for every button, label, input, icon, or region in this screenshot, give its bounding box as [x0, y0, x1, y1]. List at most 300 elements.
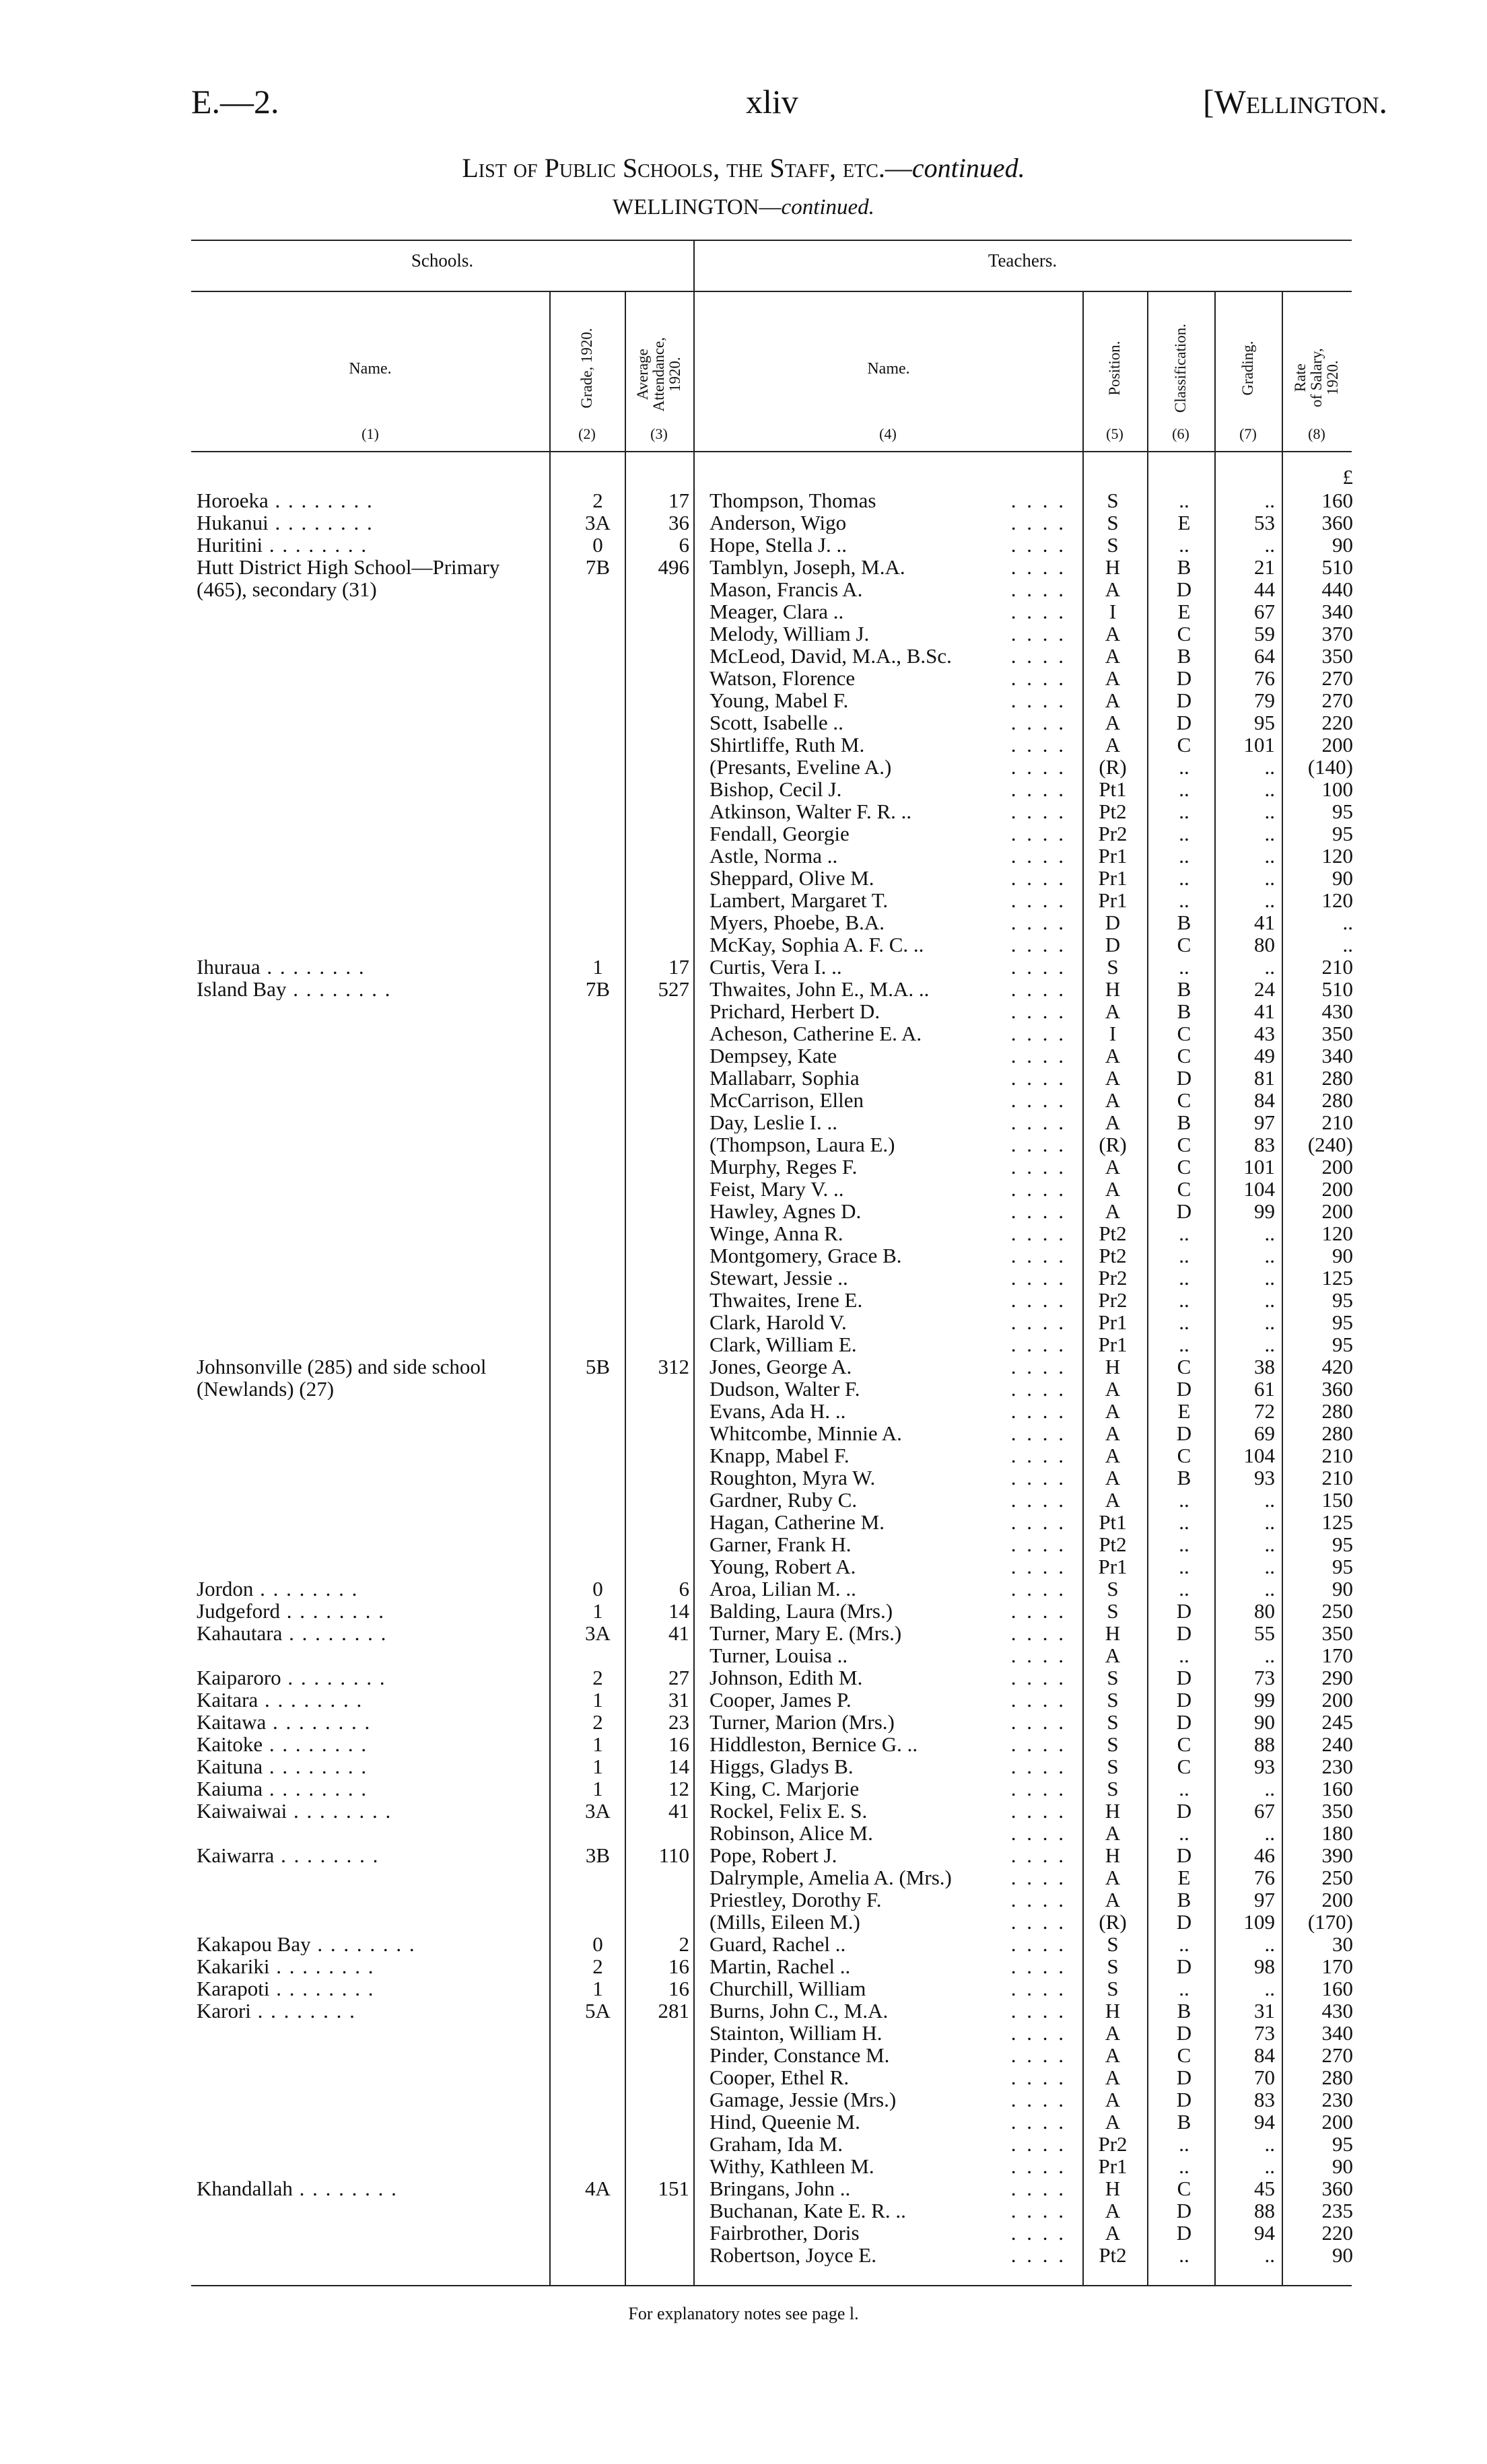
teacher-name-cell: McKay, Sophia A. F. C. ..	[710, 934, 924, 956]
leader-dots: . . . .	[1010, 1866, 1066, 1889]
colnum-5: (5)	[1106, 425, 1123, 442]
teacher-name-cell: Stewart, Jessie ..	[710, 1267, 848, 1289]
classification-cell: ..	[1179, 1288, 1189, 1312]
position-cell: A	[1105, 1088, 1121, 1112]
grading-cell: 90	[1254, 1710, 1275, 1734]
teacher-name-cell: Withy, Kathleen M.	[710, 2155, 874, 2177]
position-cell: Pr1	[1098, 866, 1128, 890]
classification-cell: D	[1176, 1199, 1192, 1223]
grade-cell: 2	[592, 1710, 603, 1734]
classification-cell: C	[1177, 1355, 1191, 1378]
position-cell: A	[1105, 2021, 1121, 2045]
grade-cell: 3A	[585, 511, 611, 534]
attendance-cell: 41	[668, 1799, 689, 1823]
salary-cell: 200	[1321, 2110, 1353, 2134]
grade-cell: 3A	[585, 1621, 611, 1645]
teacher-name-cell: Turner, Marion (Mrs.)	[710, 1711, 895, 1733]
salary-cell: 390	[1321, 1843, 1353, 1867]
salary-cell: 430	[1321, 1999, 1353, 2022]
classification-cell: B	[1177, 1999, 1191, 2022]
attendance-cell: 527	[658, 977, 689, 1001]
grading-cell: 73	[1254, 1666, 1275, 1689]
school-name-cell: Huritini . .	[197, 534, 547, 556]
position-cell: Pr2	[1098, 1266, 1128, 1290]
colnum-8: (8)	[1308, 425, 1325, 442]
teacher-name-cell: Hawley, Agnes D.	[710, 1200, 862, 1222]
teacher-name-cell: Dempsey, Kate	[710, 1045, 837, 1067]
teacher-name-cell: (Mills, Eileen M.)	[710, 1911, 860, 1933]
table-row	[0, 623, 1487, 645]
leader-dots: . . . .	[1010, 711, 1066, 734]
leader-dots: . . . .	[1010, 2199, 1066, 2222]
grading-cell: 88	[1254, 1732, 1275, 1756]
position-cell: A	[1105, 1177, 1121, 1201]
grading-cell: ..	[1264, 955, 1275, 979]
school-name-cell: Island Bay . .	[197, 978, 547, 1000]
classification-cell: D	[1176, 1799, 1192, 1823]
leader-dots: . . . .	[1010, 1088, 1066, 1112]
classification-cell: ..	[1179, 800, 1189, 823]
leader-dots: . . . .	[1010, 1888, 1066, 1911]
leader-dots: . . . .	[1010, 1910, 1066, 1934]
attendance-cell: 14	[668, 1599, 689, 1623]
position-cell: S	[1107, 1732, 1119, 1756]
position-cell: S	[1107, 1666, 1119, 1689]
classification-cell: D	[1176, 1910, 1192, 1934]
attendance-cell: 16	[668, 1732, 689, 1756]
leader-dots: . . . .	[1010, 1755, 1066, 1778]
leader-dots: . . . .	[1010, 1666, 1066, 1689]
leader-dots: . . . .	[1010, 1177, 1066, 1201]
grading-cell: ..	[1264, 1644, 1275, 1667]
salary-cell: 350	[1321, 1022, 1353, 1045]
table-row	[0, 1089, 1487, 1111]
grading-cell: ..	[1264, 1333, 1275, 1356]
table-row	[0, 2044, 1487, 2066]
leader-dots: . . . .	[1010, 1288, 1066, 1312]
teacher-name-cell: Roughton, Myra W.	[710, 1467, 876, 1489]
leader-dots: . . . .	[1010, 822, 1066, 845]
position-cell: (R)	[1099, 1910, 1127, 1934]
grading-cell: 93	[1254, 1466, 1275, 1489]
table-row	[0, 978, 1487, 1000]
page-subtitle	[0, 195, 1487, 220]
table-row	[0, 2111, 1487, 2133]
grading-cell: 59	[1254, 622, 1275, 645]
table-row	[0, 1045, 1487, 1067]
grading-cell: ..	[1264, 1533, 1275, 1556]
position-cell: A	[1105, 1466, 1121, 1489]
table-row	[0, 1067, 1487, 1089]
table-row	[0, 1311, 1487, 1333]
leader-dots: . . . .	[1010, 1999, 1066, 2022]
grade-cell: 5A	[585, 1999, 611, 2022]
leader-dots: . . . .	[1010, 1310, 1066, 1334]
classification-cell: C	[1177, 733, 1191, 756]
leader-dots: . . . .	[1010, 1732, 1066, 1756]
leader-dots: . . . .	[1010, 1599, 1066, 1623]
schools-group-heading: Schools.	[411, 250, 474, 271]
grading-cell: 93	[1254, 1755, 1275, 1778]
grading-cell: ..	[1264, 800, 1275, 823]
salary-cell: 125	[1321, 1510, 1353, 1534]
classification-cell: B	[1177, 1888, 1191, 1911]
grade-cell: 1	[592, 1777, 603, 1800]
teacher-name-cell: Stainton, William H.	[710, 2022, 883, 2044]
position-cell: S	[1107, 489, 1119, 512]
classification-cell: D	[1176, 2066, 1192, 2089]
table-row	[0, 1444, 1487, 1467]
classification-cell: B	[1177, 2110, 1191, 2134]
leader-dots: . . . .	[1010, 1333, 1066, 1356]
grading-cell: ..	[1264, 1288, 1275, 1312]
teacher-name-cell: Watson, Florence	[710, 667, 856, 689]
school-name-cell: (465), secondary (31)	[197, 578, 377, 600]
table-row	[0, 556, 1487, 578]
teacher-name-cell: Pope, Robert J.	[710, 1844, 837, 1866]
title-main: List of Public Schools, the Staff, etc.—	[462, 153, 912, 183]
attendance-cell: 14	[668, 1755, 689, 1778]
leader-dots: . . . .	[1010, 1621, 1066, 1645]
grading-heading: Grading.	[1239, 341, 1256, 396]
teacher-name-cell: Atkinson, Walter F. R. ..	[710, 800, 912, 822]
table-row	[0, 512, 1487, 534]
classification-cell: B	[1177, 644, 1191, 668]
leader-dots: . . . .	[1010, 1066, 1066, 1090]
position-cell: A	[1105, 1444, 1121, 1467]
leader-dots: . . . .	[1010, 911, 1066, 934]
classification-cell: D	[1176, 2088, 1192, 2111]
leader-dots: . . . .	[1010, 2177, 1066, 2200]
classification-cell: ..	[1179, 1821, 1189, 1845]
attendance-cell: 6	[679, 533, 689, 557]
salary-cell: 95	[1332, 1555, 1353, 1578]
table-row	[0, 2000, 1487, 2022]
salary-cell: 200	[1321, 1177, 1353, 1201]
grade-heading: Grade, 1920.	[578, 328, 595, 409]
position-cell: A	[1105, 2043, 1121, 2067]
salary-cell: 280	[1321, 2066, 1353, 2089]
position-cell: Pr1	[1098, 2154, 1128, 2178]
grading-cell: ..	[1264, 822, 1275, 845]
leader-dots: . . . .	[1010, 600, 1066, 623]
grading-cell: 43	[1254, 1022, 1275, 1045]
grading-cell: 109	[1243, 1910, 1275, 1934]
salary-cell: 245	[1321, 1710, 1353, 1734]
table-row	[0, 1733, 1487, 1755]
position-cell: A	[1105, 1888, 1121, 1911]
grade-cell: 7B	[585, 977, 611, 1001]
school-name-cell: Ihuraua . .	[197, 956, 547, 978]
table-row	[0, 2222, 1487, 2244]
position-cell: Pr1	[1098, 1333, 1128, 1356]
leader-dots: . . . .	[1010, 533, 1066, 557]
teacher-name-cell: Thwaites, John E., M.A. ..	[710, 978, 930, 1000]
grade-cell: 1	[592, 1755, 603, 1778]
leader-dots: . . . .	[1010, 1222, 1066, 1245]
school-name-cell: Kaiwarra . .	[197, 1844, 547, 1866]
teacher-name-cell: Dalrymple, Amelia A. (Mrs.)	[710, 1866, 952, 1889]
grading-cell: ..	[1264, 1577, 1275, 1600]
attendance-cell: 16	[668, 1955, 689, 1978]
colnum-6: (6)	[1172, 425, 1189, 442]
classification-cell: ..	[1179, 1244, 1189, 1267]
salary-cell: 350	[1321, 1621, 1353, 1645]
attendance-cell: 23	[668, 1710, 689, 1734]
table-row	[0, 1200, 1487, 1222]
position-cell: A	[1105, 622, 1121, 645]
classification-cell: ..	[1179, 777, 1189, 801]
school-name-cell: Karori . .	[197, 2000, 547, 2022]
table-row	[0, 1356, 1487, 1378]
grade-cell: 0	[592, 1577, 603, 1600]
table-row	[0, 1489, 1487, 1511]
classification-cell: C	[1177, 1044, 1191, 1067]
teacher-name-cell: Thompson, Thomas	[710, 489, 876, 512]
leader-dots: . . . .	[1010, 2088, 1066, 2111]
table-row	[0, 1133, 1487, 1156]
leader-dots: . . . .	[1010, 1777, 1066, 1800]
attendance-heading: Average Attendance, 1920.	[633, 337, 684, 412]
attendance-cell: 151	[658, 2177, 689, 2200]
leader-dots: . . . .	[1010, 1977, 1066, 2000]
school-name-cell: Kaitara . .	[197, 1689, 547, 1711]
teacher-name-cell: Evans, Ada H. ..	[710, 1400, 846, 1422]
table-row	[0, 534, 1487, 556]
classification-cell: ..	[1179, 1977, 1189, 2000]
title-continued: continued.	[911, 153, 1025, 183]
table-row	[0, 1844, 1487, 1866]
salary-cell: 220	[1321, 711, 1353, 734]
attendance-cell: 110	[658, 1843, 689, 1867]
leader-dots: . . . .	[1010, 1399, 1066, 1423]
leader-dots: . . . .	[1010, 800, 1066, 823]
grading-cell: ..	[1264, 1310, 1275, 1334]
grade-cell: 1	[592, 1599, 603, 1623]
leader-dots: . . . .	[1010, 2243, 1066, 2267]
classification-cell: ..	[1179, 533, 1189, 557]
classification-cell: ..	[1179, 2154, 1189, 2178]
salary-cell: 340	[1321, 2021, 1353, 2045]
teacher-name-cell: Robertson, Joyce E.	[710, 2244, 876, 2266]
salary-cell: 220	[1321, 2221, 1353, 2245]
position-cell: I	[1109, 600, 1117, 623]
grading-cell: 99	[1254, 1199, 1275, 1223]
classification-cell: D	[1176, 1377, 1192, 1401]
grading-cell: ..	[1264, 489, 1275, 512]
classification-cell: E	[1177, 1399, 1191, 1423]
table-row	[0, 1622, 1487, 1644]
salary-cell: 280	[1321, 1088, 1353, 1112]
position-cell: A	[1105, 2110, 1121, 2134]
table-row	[0, 1000, 1487, 1022]
grade-cell: 5B	[585, 1355, 611, 1378]
teacher-name-cell: Feist, Mary V. ..	[710, 1178, 844, 1200]
teacher-name-cell: Burns, John C., M.A.	[710, 2000, 889, 2022]
teacher-name-cell: Melody, William J.	[710, 623, 870, 645]
classification-cell: ..	[1179, 1488, 1189, 1512]
grading-cell: 67	[1254, 600, 1275, 623]
table-row	[0, 645, 1487, 667]
leader-dots: . . . .	[1010, 1955, 1066, 1978]
salary-cell: 280	[1321, 1066, 1353, 1090]
grade-cell: 2	[592, 1955, 603, 1978]
colnum-1: (1)	[361, 425, 379, 442]
position-cell: S	[1107, 1977, 1119, 2000]
salary-cell: 430	[1321, 999, 1353, 1023]
position-cell: A	[1105, 2066, 1121, 2089]
leader-dots: . . . .	[1010, 777, 1066, 801]
salary-cell: ..	[1342, 933, 1353, 956]
subtitle-continued: continued.	[781, 195, 874, 219]
table-row	[0, 2088, 1487, 2111]
leader-dots: . . . .	[1010, 1688, 1066, 1712]
salary-cell: 510	[1321, 555, 1353, 579]
salary-cell: 230	[1321, 2088, 1353, 2111]
teacher-name-cell: Montgomery, Grace B.	[710, 1244, 902, 1267]
classification-cell: C	[1177, 1133, 1191, 1156]
leader-dots: . . . .	[1010, 1466, 1066, 1489]
grading-cell: 55	[1254, 1621, 1275, 1645]
table-row	[0, 2244, 1487, 2266]
leader-dots: . . . .	[1010, 1843, 1066, 1867]
classification-cell: ..	[1179, 1533, 1189, 1556]
page-title	[0, 152, 1487, 184]
leader-dots: . . . .	[1010, 1533, 1066, 1556]
classification-cell: C	[1177, 1755, 1191, 1778]
grading-cell: 72	[1254, 1399, 1275, 1423]
classification-cell: ..	[1179, 1577, 1189, 1600]
classification-cell: ..	[1179, 1777, 1189, 1800]
position-cell: A	[1105, 666, 1121, 690]
table-row	[0, 800, 1487, 822]
classification-cell: D	[1176, 711, 1192, 734]
school-name-heading: Name.	[349, 360, 392, 378]
teacher-name-cell: Knapp, Mabel F.	[710, 1444, 850, 1467]
grading-cell: 83	[1254, 1133, 1275, 1156]
leader-dots: . . . .	[1010, 2021, 1066, 2045]
classification-heading: Classification.	[1171, 323, 1189, 413]
teacher-name-cell: Mallabarr, Sophia	[710, 1067, 860, 1089]
attendance-cell: 36	[668, 511, 689, 534]
leader-dots: . . . .	[1010, 955, 1066, 979]
salary-cell: 280	[1321, 1421, 1353, 1445]
table-row	[0, 822, 1487, 845]
grading-cell: 69	[1254, 1421, 1275, 1445]
school-name-cell: Kakapou Bay . .	[197, 1933, 547, 1955]
attendance-cell: 12	[668, 1777, 689, 1800]
grading-cell: 88	[1254, 2199, 1275, 2222]
grading-cell: 76	[1254, 1866, 1275, 1889]
grading-cell: ..	[1264, 1222, 1275, 1245]
classification-cell: D	[1176, 2021, 1192, 2045]
salary-cell: 340	[1321, 600, 1353, 623]
position-cell: A	[1105, 2199, 1121, 2222]
leader-dots: . . . .	[1010, 1421, 1066, 1445]
colnum-2: (2)	[578, 425, 596, 442]
classification-cell: ..	[1179, 1932, 1189, 1956]
salary-cell: 340	[1321, 1044, 1353, 1067]
table-row	[0, 689, 1487, 711]
attendance-cell: 6	[679, 1577, 689, 1600]
teacher-name-cell: Martin, Rachel ..	[710, 1955, 851, 1977]
table-row	[0, 756, 1487, 778]
grading-cell: 49	[1254, 1044, 1275, 1067]
school-name-cell: Khandallah . .	[197, 2177, 547, 2199]
table-row	[0, 1644, 1487, 1666]
position-cell: A	[1105, 2221, 1121, 2245]
leader-dots: . . . .	[1010, 755, 1066, 779]
position-cell: Pt1	[1099, 1510, 1127, 1534]
classification-cell: ..	[1179, 2132, 1189, 2156]
grade-cell: 7B	[585, 555, 611, 579]
table-row	[0, 1400, 1487, 1422]
teacher-name-cell: McLeod, David, M.A., B.Sc.	[710, 645, 952, 667]
grading-cell: 80	[1254, 933, 1275, 956]
teacher-name-cell: Day, Leslie I. ..	[710, 1111, 837, 1133]
attendance-cell: 17	[668, 489, 689, 512]
salary-cell: 120	[1321, 844, 1353, 868]
grading-cell: 41	[1254, 999, 1275, 1023]
table-row	[0, 889, 1487, 911]
position-cell: H	[1105, 1843, 1121, 1867]
teacher-name-cell: Young, Mabel F.	[710, 689, 849, 711]
classification-cell: D	[1176, 689, 1192, 712]
grading-cell: ..	[1264, 1244, 1275, 1267]
salary-cell: 95	[1332, 800, 1353, 823]
salary-cell: 90	[1332, 533, 1353, 557]
currency-row	[0, 466, 1487, 489]
salary-cell: 250	[1321, 1866, 1353, 1889]
grade-cell: 0	[592, 533, 603, 557]
position-cell: Pr2	[1098, 822, 1128, 845]
salary-cell: 240	[1321, 1732, 1353, 1756]
classification-cell: B	[1177, 1111, 1191, 1134]
table-row	[0, 2177, 1487, 2199]
position-cell: S	[1107, 1755, 1119, 1778]
grading-cell: ..	[1264, 1977, 1275, 2000]
table-row	[0, 489, 1487, 512]
grading-cell: 41	[1254, 911, 1275, 934]
leader-dots: . . . .	[1010, 1799, 1066, 1823]
teacher-name-cell: Rockel, Felix E. S.	[710, 1800, 868, 1822]
leader-dots: . . . .	[1010, 1244, 1066, 1267]
school-name-cell: Kaituna . .	[197, 1755, 547, 1777]
salary-cell: 160	[1321, 1777, 1353, 1800]
position-cell: H	[1105, 1355, 1121, 1378]
salary-cell: 100	[1321, 777, 1353, 801]
leader-dots: . . . .	[1010, 689, 1066, 712]
classification-cell: C	[1177, 622, 1191, 645]
table-row	[0, 1889, 1487, 1911]
leader-dots: . . . .	[1010, 1044, 1066, 1067]
colnum-7: (7)	[1239, 425, 1257, 442]
salary-cell: 90	[1332, 2243, 1353, 2267]
table-row	[0, 1822, 1487, 1844]
salary-cell: 350	[1321, 644, 1353, 668]
position-cell: S	[1107, 1599, 1119, 1623]
leader-dots: . . . .	[1010, 2221, 1066, 2245]
position-cell: Pr1	[1098, 1555, 1128, 1578]
salary-cell: 160	[1321, 489, 1353, 512]
teacher-name-cell: Guard, Rachel ..	[710, 1933, 846, 1955]
salary-cell: (240)	[1307, 1133, 1353, 1156]
school-name-cell: Judgeford . .	[197, 1600, 547, 1622]
grading-cell: ..	[1264, 2132, 1275, 2156]
teacher-name-heading: Name.	[867, 360, 910, 378]
leader-dots: . . . .	[1010, 1488, 1066, 1512]
currency-symbol: £	[1342, 465, 1353, 489]
